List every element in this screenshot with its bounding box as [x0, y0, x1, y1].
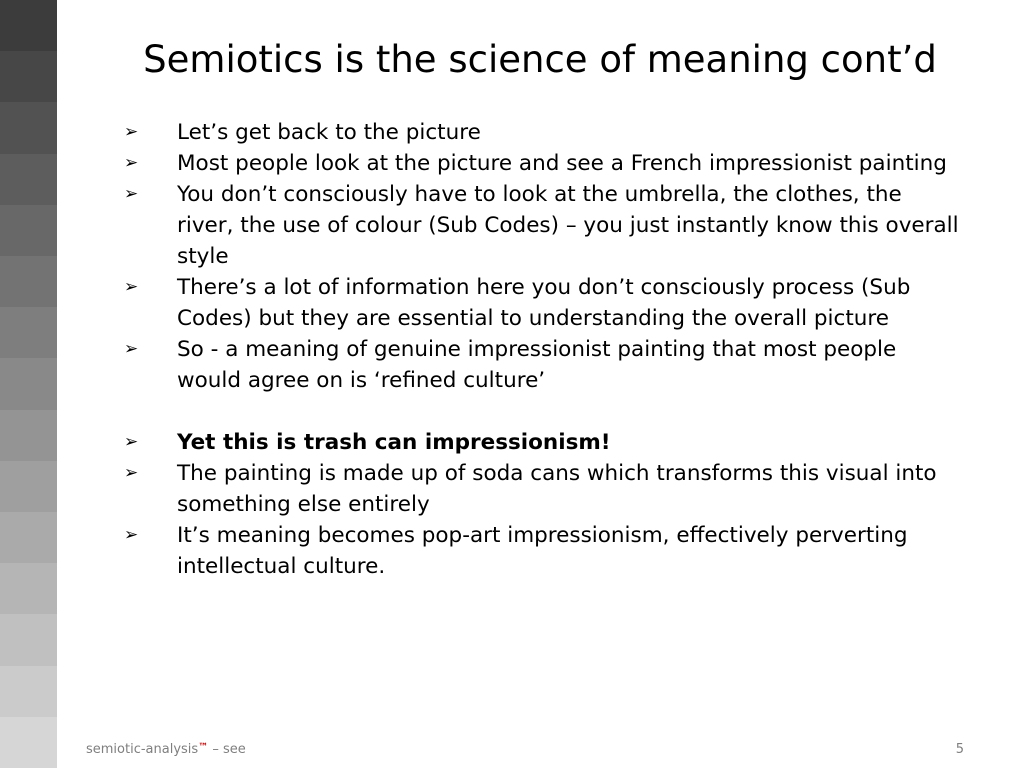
sidebar-swatch [0, 666, 57, 717]
slide-footer [86, 742, 246, 757]
footer-suffix: – see [208, 742, 246, 757]
sidebar-swatch [0, 512, 57, 563]
bullet-text: Most people look at the picture and see a French impressionist painting [177, 151, 947, 176]
sidebar-swatch [0, 358, 57, 409]
bullet-list [124, 117, 964, 582]
sidebar-swatch [0, 563, 57, 614]
bullet-item [124, 179, 964, 272]
sidebar-swatch [0, 51, 57, 102]
sidebar-swatch [0, 205, 57, 256]
arrow-bullet-icon: ➢ [124, 463, 139, 483]
bullet-text: So - a meaning of genuine impressionist painting that most people would agree on is ‘refined culture’ [177, 337, 897, 393]
arrow-bullet-icon: ➢ [124, 525, 139, 545]
slide-title: Semiotics is the science of meaning cont’d [143, 38, 937, 81]
bullet-text: It’s meaning becomes pop-art impressionism, effectively perverting intellectual culture. [177, 523, 908, 579]
sidebar-swatch [0, 307, 57, 358]
bullet-item [124, 458, 964, 520]
bullet-spacer [124, 396, 964, 427]
bullet-item [124, 334, 964, 396]
bullet-item [124, 117, 964, 148]
sidebar-swatch [0, 614, 57, 665]
sidebar-swatch [0, 256, 57, 307]
footer-brand: semiotic-analysis [86, 742, 199, 757]
arrow-bullet-icon: ➢ [124, 432, 139, 452]
bullet-text: The painting is made up of soda cans which transforms this visual into something else entirely [177, 461, 937, 517]
sidebar-swatch [0, 154, 57, 205]
arrow-bullet-icon: ➢ [124, 153, 139, 173]
sidebar-swatch [0, 410, 57, 461]
arrow-bullet-icon: ➢ [124, 184, 139, 204]
sidebar-swatch [0, 461, 57, 512]
bullet-text: There’s a lot of information here you don’t consciously process (Sub Codes) but they are essential to understanding the overall picture [177, 275, 911, 331]
bullet-text: You don’t consciously have to look at the umbrella, the clothes, the river, the use of colour (Sub Codes) – you just instantly know this overall style [177, 182, 959, 269]
bullet-text: Let’s get back to the picture [177, 120, 481, 145]
bullet-item [124, 272, 964, 334]
sidebar-swatch [0, 717, 57, 768]
bullet-item [124, 520, 964, 582]
arrow-bullet-icon: ➢ [124, 277, 139, 297]
gradient-sidebar [0, 0, 57, 768]
page-number: 5 [955, 742, 964, 757]
trademark-mark: ™ [198, 742, 209, 753]
bullet-item-emphasis [124, 427, 964, 458]
bullet-item [124, 148, 964, 179]
sidebar-swatch [0, 0, 57, 51]
arrow-bullet-icon: ➢ [124, 339, 139, 359]
arrow-bullet-icon: ➢ [124, 122, 139, 142]
sidebar-swatch [0, 102, 57, 153]
bullet-text: Yet this is trash can impressionism! [177, 430, 611, 455]
